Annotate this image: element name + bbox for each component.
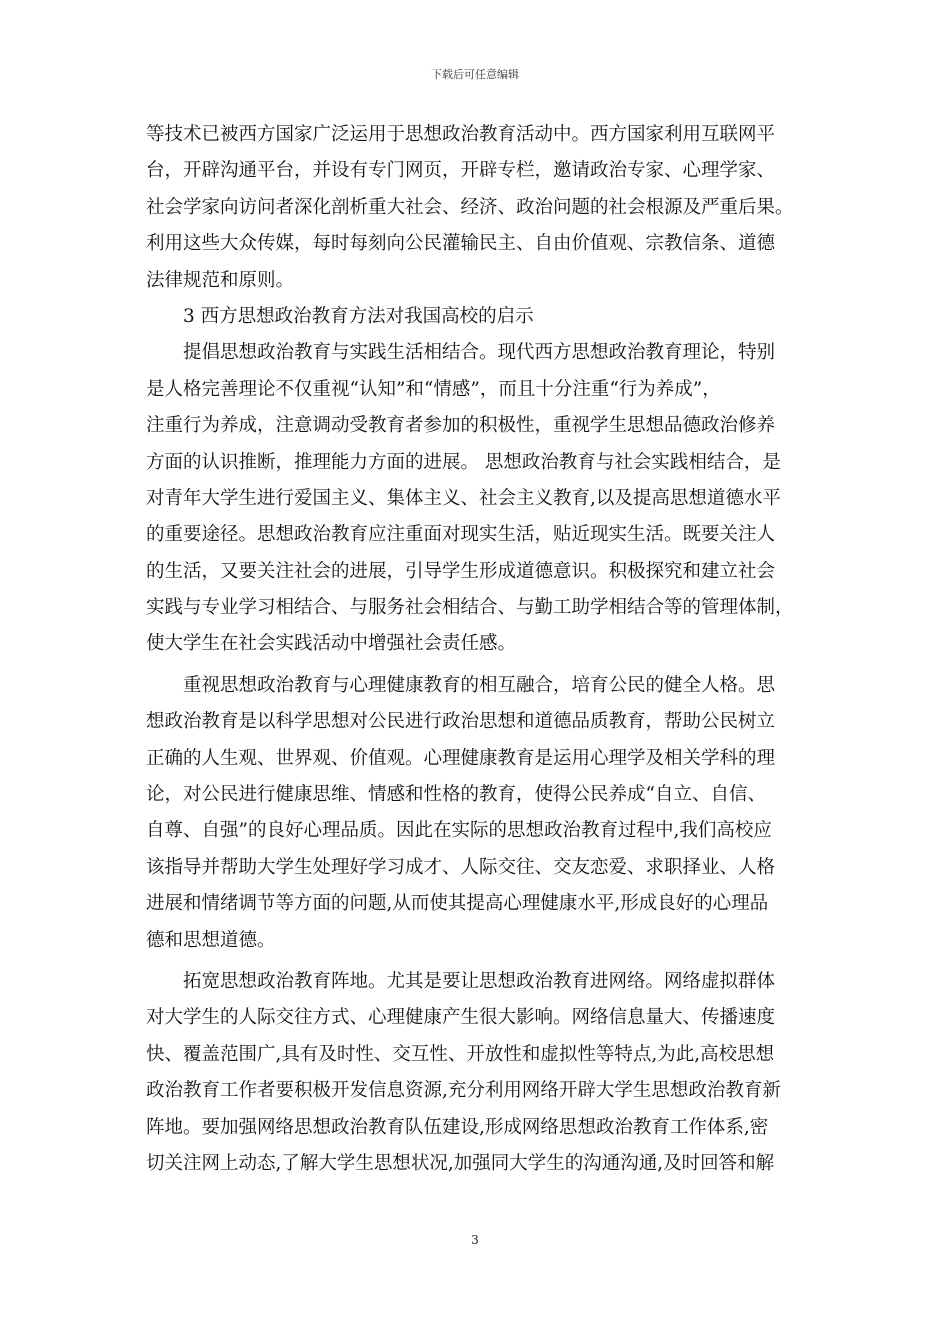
text-line: 该指导并帮助大学生处理好学习成才、人际交往、交友恋爱、求职择业、人格 bbox=[146, 856, 776, 878]
text-line: 的生活，又要关注社会的进展，引导学生形成道德意识。积极探究和建立社会 bbox=[146, 560, 776, 582]
text-line: 自尊、自强”的良好心理品质。因此在实际的思想政治教育过程中,我们高校应 bbox=[146, 820, 772, 842]
text-line: 社会学家向访问者深化剖析重大社会、经济、政治问题的社会根源及严重后果。 bbox=[146, 196, 794, 218]
text-line: 对大学生的人际交往方式、心理健康产生很大影响。网络信息量大、传播速度 bbox=[146, 1007, 776, 1029]
text-line: 方面的认识推断，推理能力方面的进展。 思想政治教育与社会实践相结合，是 bbox=[146, 451, 781, 473]
text-line: 论，对公民进行健康思维、情感和性格的教育，使得公民养成“自立、自信、 bbox=[146, 784, 766, 806]
text-line: 政治教育工作者要积极开发信息资源,充分利用网络开辟大学生思想政治教育新 bbox=[146, 1080, 781, 1102]
text-line: 是人格完善理论不仅重视“认知”和“情感”，而且十分注重“行为养成”， bbox=[146, 378, 721, 400]
text-line: 正确的人生观、世界观、价值观。心理健康教育是运用心理学及相关学科的理 bbox=[146, 747, 776, 769]
text-line: 法律规范和原则。 bbox=[146, 269, 295, 291]
text-line: 切关注网上动态,了解大学生思想状况,加强同大学生的沟通沟通,及时回答和解 bbox=[146, 1152, 775, 1174]
text-line: 利用这些大众传媒，每时每刻向公民灌输民主、自由价值观、宗教信条、道德 bbox=[146, 233, 776, 255]
text-line: 使大学生在社会实践活动中增强社会责任感。 bbox=[146, 633, 517, 655]
text-line: 德和思想道德。 bbox=[146, 929, 276, 951]
text-line: 实践与专业学习相结合、与服务社会相结合、与勤工助学相结合等的管理体制， bbox=[146, 597, 794, 619]
text-line: 想政治教育是以科学思想对公民进行政治思想和道德品质教育，帮助公民树立 bbox=[146, 711, 776, 733]
page-number: 3 bbox=[471, 1233, 479, 1247]
text-line: 注重行为养成，注意调动受教育者参加的积极性，重视学生思想品德政治修养 bbox=[146, 415, 776, 437]
paragraph-start: 重视思想政治教育与心理健康教育的相互融合，培育公民的健全人格。思 bbox=[183, 674, 776, 696]
body-text bbox=[146, 117, 806, 1182]
paragraph-start: 提倡思想政治教育与实践生活相结合。现代西方思想政治教育理论，特别 bbox=[183, 342, 776, 364]
paragraph-start: 拓宽思想政治教育阵地。尤其是要让思想政治教育进网络。网络虚拟群体 bbox=[183, 970, 776, 992]
text-line: 进展和情绪调节等方面的问题,从而使其提高心理健康水平,形成良好的心理品 bbox=[146, 893, 769, 915]
page-header: 下载后可任意编辑 bbox=[431, 68, 519, 81]
text-line: 快、覆盖范围广,具有及时性、交互性、开放性和虚拟性等特点,为此,高校思想 bbox=[146, 1043, 775, 1065]
section-heading: 3 西方思想政治教育方法对我国高校的启示 bbox=[183, 305, 534, 327]
text-line: 阵地。要加强网络思想政治教育队伍建设,形成网络思想政治教育工作体系,密 bbox=[146, 1116, 769, 1138]
text-line: 台，开辟沟通平台，并设有专门网页，开辟专栏，邀请政治专家、心理学家、 bbox=[146, 160, 776, 182]
text-line: 对青年大学生进行爱国主义、集体主义、社会主义教育,以及提高思想道德水平 bbox=[146, 487, 781, 509]
text-line: 等技术已被西方国家广泛运用于思想政治教育活动中。西方国家利用互联网平 bbox=[146, 124, 776, 145]
text-line: 的重要途径。思想政治教育应注重面对现实生活，贴近现实生活。既要关注人 bbox=[146, 524, 776, 546]
